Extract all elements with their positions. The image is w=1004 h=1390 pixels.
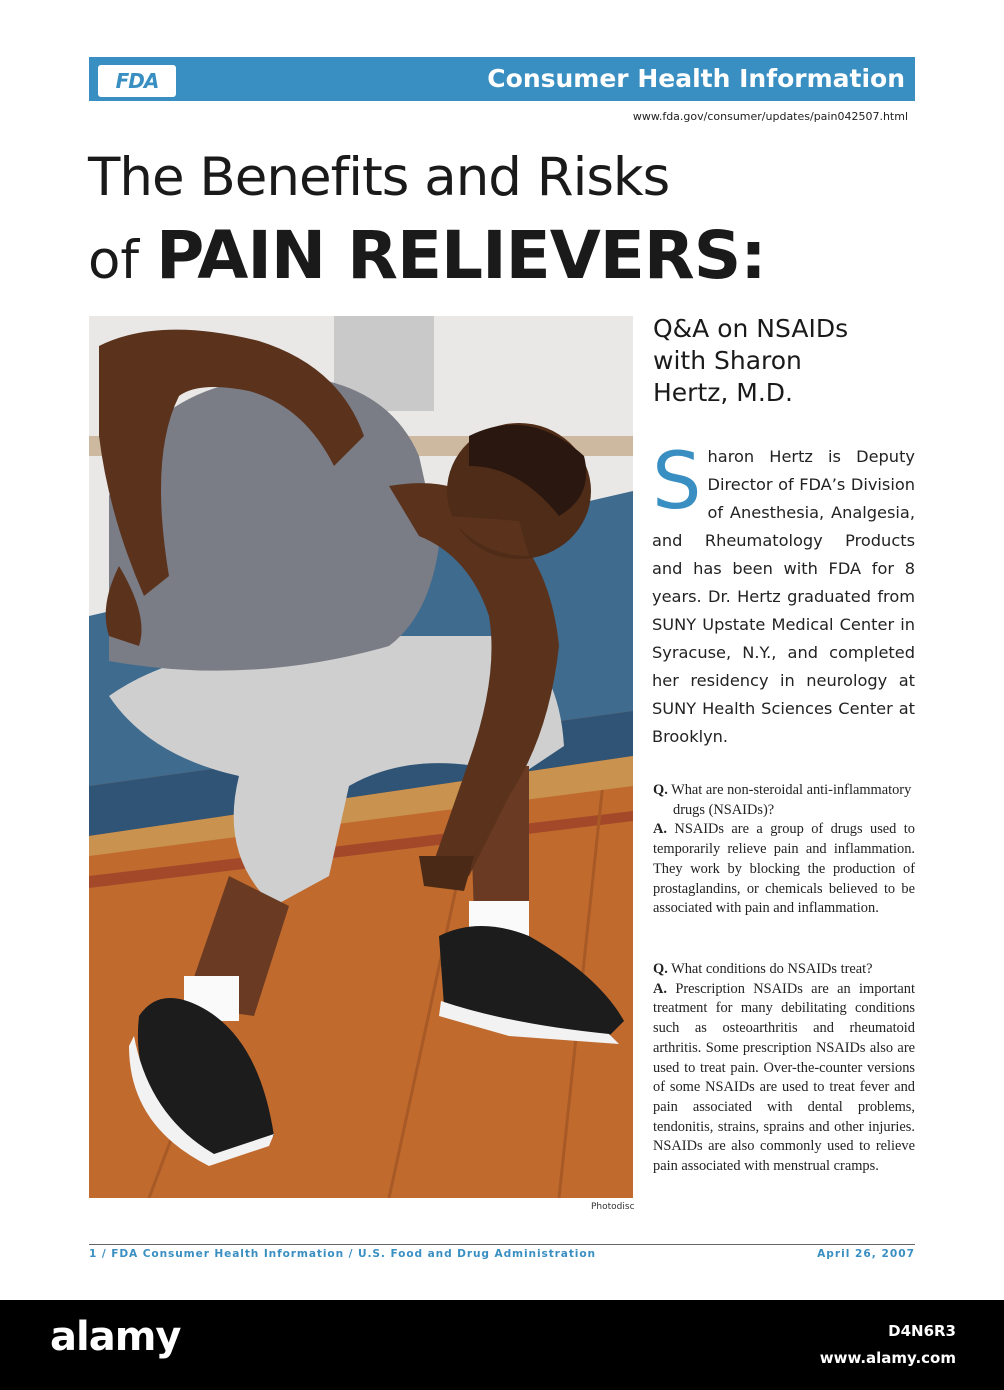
question xyxy=(653,781,915,820)
question-label: Q. xyxy=(653,782,668,798)
article-photo xyxy=(89,316,633,1198)
footer-date: April 26, 2007 xyxy=(817,1248,915,1260)
question-label: Q. xyxy=(653,961,668,977)
qa-item-1 xyxy=(653,781,915,919)
drop-cap: S xyxy=(652,437,702,527)
fda-logo: FDA xyxy=(98,65,176,97)
watermark-bar xyxy=(0,1300,1004,1390)
title-emphasis: PAIN RELIEVERS: xyxy=(155,217,766,294)
subtitle-line: Hertz, M.D. xyxy=(653,378,793,407)
header-banner xyxy=(89,57,915,101)
answer-label: A. xyxy=(653,980,667,997)
image-id: D4N6R3 xyxy=(888,1322,956,1340)
photo-credit: Photodisc xyxy=(591,1202,635,1212)
footer-divider xyxy=(89,1244,915,1245)
qa-item-2 xyxy=(653,960,915,1177)
answer-text: NSAIDs are a group of drugs used to temporarily relieve pain and inflammation. They work by blocking the production of prostaglandins, or chemicals believed to be associated with pain and inflammation. xyxy=(653,821,915,917)
page-title-line-2 xyxy=(88,218,766,299)
answer-text: Prescription NSAIDs are an important treatment for many debilitating conditions such as osteoarthritis and rheumatoid arthritis. Some prescription NSAIDs also are used to treat pain. Over-the-counter versions of some NSAIDs are used to treat fever and pain associated with dental problems, tendonitis, strains, sprains and other injuries. NSAIDs are also commonly used to relieve pain associated with menstrual cramps. xyxy=(653,980,915,1175)
photo-illustration xyxy=(89,316,633,1198)
answer xyxy=(653,980,915,1177)
answer xyxy=(653,820,915,919)
question-text: What conditions do NSAIDs treat? xyxy=(671,961,873,977)
article-subtitle xyxy=(653,313,915,409)
question xyxy=(653,960,915,980)
intro-paragraph xyxy=(652,437,915,751)
banner-title: Consumer Health Information xyxy=(487,64,905,93)
title-prefix: of xyxy=(88,230,140,291)
subtitle-line: Q&A on NSAIDs xyxy=(653,314,849,343)
answer-label: A. xyxy=(653,821,667,838)
footer-source: 1 / FDA Consumer Health Information / U.S. Food and Drug Administration xyxy=(89,1248,596,1260)
page-title-line-1: The Benefits and Risks xyxy=(88,147,670,208)
alamy-url[interactable]: www.alamy.com xyxy=(819,1349,956,1367)
article-url[interactable]: www.fda.gov/consumer/updates/pain042507.html xyxy=(632,110,908,123)
intro-text: haron Hertz is Deputy Director of FDA’s Division of Anesthesia, Analgesia, and Rheumatology Products and has been with FDA for 8 years. Dr. Hertz graduated from SUNY Upstate Medical Center in Syracuse, N.Y., and completed her residency in neurology at SUNY Health Sciences Center at Brooklyn. xyxy=(652,447,915,746)
subtitle-line: with Sharon xyxy=(653,346,802,375)
alamy-logo: alamy xyxy=(50,1314,181,1360)
question-text: What are non-steroidal anti-inflammatory drugs (NSAIDs)? xyxy=(671,782,912,818)
